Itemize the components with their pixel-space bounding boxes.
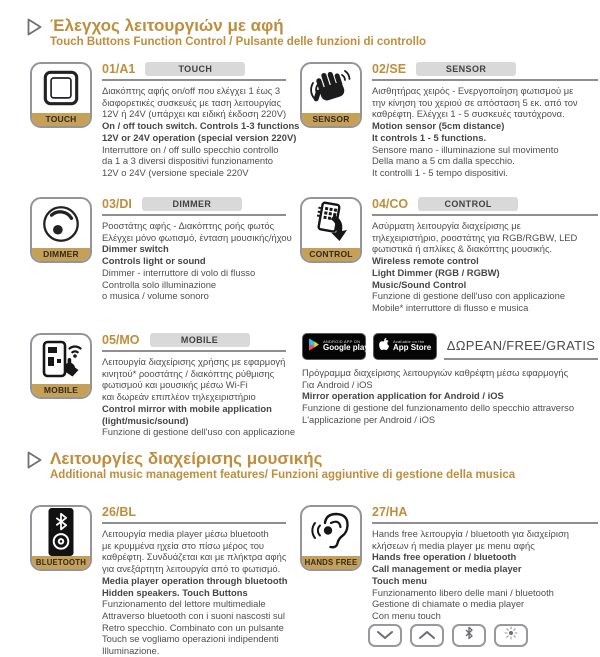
- item-code: 02/SE: [372, 62, 407, 76]
- item-tag: CONTROL: [418, 197, 518, 211]
- item-text-line: Λειτουργία διαχείρισης χρήσης με εφαρμογή: [102, 356, 286, 367]
- free-label: ΔΩΡΕΑΝ/FREE/GRATIS: [444, 333, 598, 360]
- item-text-line: για ανεξάρτητη λειτουργία από το φωτισμό.: [102, 563, 281, 575]
- item-text-line: Hands free operation / bluetooth: [372, 551, 517, 563]
- google-play-icon: [307, 337, 320, 357]
- item-text-line: (light/music/sound): [102, 414, 189, 426]
- chevron-down-icon: [376, 627, 394, 645]
- item-text-line: Con menu touch: [372, 609, 441, 621]
- item-text-line: φωτισμού και μουσικής μέσω Wi-Fi: [102, 379, 248, 391]
- item-text-line: Gestione di chiamate o media player: [372, 598, 525, 610]
- item-text-line: 12V or 24V operation (special version 220V): [102, 131, 297, 143]
- item-text-line: Mobile* interruttore di flusso e musica: [372, 301, 529, 313]
- item-text-line: It controlli 1 - 5 tempo dispositivi.: [372, 166, 508, 178]
- app-text-line: L'applicazione per Android / iOS: [302, 413, 436, 425]
- item-touch: [30, 62, 300, 179]
- item-text-line: Touch menu: [372, 574, 428, 586]
- app-store-badge[interactable]: [373, 333, 437, 360]
- item-text-line: κινητού* ροοστάτης / διακόπτης ρύθμισης: [102, 367, 275, 379]
- section1-header: [26, 16, 426, 50]
- apple-icon: [378, 337, 390, 357]
- item-text-line: Controlla solo illuminazione: [102, 278, 217, 290]
- bluetooth-badge: [30, 505, 92, 571]
- chevron-down-button: [368, 624, 402, 647]
- dimmer-knob-icon: [32, 199, 90, 248]
- app-text-line: Funzione di gestione del funzionamento dello specchio attraverso: [302, 402, 575, 414]
- chevron-up-button: [410, 624, 444, 647]
- dimmer-badge-label: DIMMER: [32, 248, 90, 261]
- triangle-bullet-icon: [26, 17, 43, 50]
- item-text-line: Ελέγχει μόνο φωτισμό, ένταση μουσικής/ήχου: [102, 231, 292, 243]
- item-text-line: κλήσεων ή media player με menu αφής: [372, 539, 535, 551]
- item-text-line: Funzionamento libero delle mani / bluetooth: [372, 586, 554, 598]
- item-text-line: Interruttore on / off sullo specchio controllo: [102, 143, 279, 155]
- sensor-badge: [300, 62, 362, 128]
- item-text-line: 12V ή 24V (υπάρχει και ειδική έκδοση 220V): [102, 108, 287, 120]
- sensor-badge-label: SENSOR: [302, 113, 360, 126]
- section2-subtitle: Additional music management features/ Funzioni aggiuntive di gestione della musica: [50, 469, 516, 481]
- section2-header: [26, 449, 515, 483]
- item-code: 27/HA: [372, 505, 408, 519]
- item-text-line: Funzione di gestione dell'uso con applicazione: [102, 426, 296, 438]
- item-text-line: Touch se vogliamo operazioni indipendenti: [102, 633, 279, 645]
- item-text-line: Hidden speakers. Touch Buttons: [102, 586, 248, 598]
- control-badge-label: CONTROL: [302, 248, 360, 261]
- item-text-line: Ασύρματη λειτουργία διαχείρισης με: [372, 220, 521, 231]
- item-text-line: 12V o 24V (versione speciale 220V: [102, 166, 249, 178]
- item-text-line: καθρέφτη. Ελέγχει 1 - 5 συσκευές ταυτόχρονα.: [372, 108, 565, 120]
- bluetooth-icon: [464, 626, 474, 645]
- control-badge: [300, 197, 362, 263]
- item-text-line: Control mirror with mobile application: [102, 402, 272, 414]
- item-text-line: da 1 a 3 diversi dispositivi funzionamento: [102, 155, 273, 167]
- item-text-line: Controls light or sound: [102, 255, 206, 267]
- item-text-line: Motion sensor (5cm distance): [372, 120, 505, 132]
- item-tag: DIMMER: [142, 197, 242, 211]
- item-text-line: Διακόπτης αφής on/off που ελέγχει 1 έως 3: [102, 85, 281, 96]
- item-text-line: Λειτουργία media player μέσω bluetooth: [102, 528, 269, 539]
- chevron-up-icon: [418, 627, 436, 645]
- item-code: 01/A1: [102, 62, 136, 76]
- item-text-line: και δωρεάν επιπλέον τηλεχειριστήριο: [102, 391, 256, 403]
- light-icon: [504, 626, 518, 645]
- item-text-line: Call management or media player: [372, 563, 522, 575]
- triangle-bullet-icon: [26, 450, 43, 483]
- item-text-line: Funzione di gestione dell'uso con applicazione: [372, 290, 566, 302]
- item-text-line: Dimmer - interruttore di volo di flusso: [102, 266, 256, 278]
- item-text-line: Αισθητήρας χειρός - Ενεργοποίηση φωτισμού με: [372, 85, 574, 96]
- item-tag: TOUCH: [145, 62, 245, 76]
- bluetooth-badge-label: BLUETOOTH: [32, 556, 90, 569]
- mobile-badge: [30, 333, 92, 399]
- item-text-line: Ροοστάτης αφής - Διακόπτης ροής φωτός: [102, 220, 275, 231]
- item-text-line: διαφορετικές συσκευές με ταση λειτουργίας: [102, 96, 281, 108]
- item-text-line: Funzionamento del lettore multimediale: [102, 598, 266, 610]
- light-button: [494, 624, 528, 647]
- item-dimmer: [30, 197, 292, 302]
- item-hands-free: [300, 505, 598, 622]
- item-text-line: Media player operation through bluetooth: [102, 574, 288, 586]
- item-text-line: καθρέφτη. Συνδυάζεται και με πλήκτρα αφής: [102, 551, 287, 563]
- item-code: 05/MO: [102, 333, 140, 347]
- item-text-line: Attraverso bluetooth con i suoni nascosti sul: [102, 609, 285, 621]
- dimmer-badge: [30, 197, 92, 263]
- item-tag: SENSOR: [416, 62, 516, 76]
- item-text-line: On / off touch switch. Controls 1-3 functions: [102, 120, 300, 132]
- item-sensor: [300, 62, 598, 179]
- item-text-line: It controls 1 - 5 functions.: [372, 131, 487, 143]
- item-text-line: με κρυμμένα ηχεία στο πίσω μέρος του: [102, 539, 265, 551]
- touch-badge-label: TOUCH: [32, 113, 90, 126]
- item-text-line: Sensore mano - illuminazione sul movimento: [372, 143, 559, 155]
- bluetooth-button: [452, 624, 486, 647]
- app-text-line: Πρόγραμμα διαχείρισης λειτουργιών καθρέφτη μέσω εφαρμογής: [302, 367, 569, 378]
- bluetooth-speaker-icon: [32, 507, 90, 556]
- mobile-badge-label: MOBILE: [32, 384, 90, 397]
- item-text-line: Retro specchio. Combinato con un pulsante: [102, 621, 284, 633]
- section1-subtitle: Touch Buttons Function Control / Pulsante delle funzioni di controllo: [50, 36, 427, 48]
- item-control: [300, 197, 598, 314]
- item-text-line: τηλεχειριστήριο, ροοστάτης για RGB/RGBW, LED: [372, 231, 578, 243]
- touch-button-icon: [32, 64, 90, 113]
- hands-free-badge-label: HANDS FREE: [302, 556, 360, 569]
- google-play-big-text: Google play: [323, 343, 369, 353]
- touch-badge: [30, 62, 92, 128]
- google-play-small-text: ANDROID APP ON: [323, 338, 361, 344]
- app-text-line: Για Android / iOS: [302, 378, 373, 390]
- section2-title: Λειτουργίες διαχείρισης μουσικής: [50, 449, 323, 468]
- item-text-line: Della mano a 5 cm dalla specchio.: [372, 155, 515, 167]
- item-tag: MOBILE: [150, 333, 250, 347]
- item-text-line: o musica / volume sonoro: [102, 290, 209, 302]
- item-mobile: [30, 333, 296, 438]
- item-code: 04/CO: [372, 197, 409, 211]
- hand-motion-icon: [302, 64, 360, 113]
- item-bluetooth: [30, 505, 286, 657]
- app-store-small-text: Available on the: [393, 338, 425, 344]
- google-play-badge[interactable]: [302, 333, 369, 360]
- item-text-line: την κίνηση του χεριού σε απόσταση 5 εκ. από τον: [372, 96, 578, 108]
- hands-free-ear-icon: [302, 507, 360, 556]
- hands-free-badge: [300, 505, 362, 571]
- touch-buttons-row: [368, 624, 528, 647]
- item-text-line: Music/Sound Control: [372, 278, 467, 290]
- item-text-line: Dimmer switch: [102, 243, 169, 255]
- item-text-line: Light Dimmer (RGB / RGBW): [372, 266, 500, 278]
- app-block: [302, 333, 598, 426]
- mobile-app-icon: [32, 335, 90, 384]
- app-text-line: Mirror operation application for Android / iOS: [302, 390, 504, 402]
- item-text-line: φωτιστικά ή απλίκες & διακόπτης μουσικής.: [372, 243, 553, 255]
- item-text-line: Illuminazione.: [102, 645, 160, 657]
- item-code: 03/DI: [102, 197, 132, 211]
- remote-control-icon: [302, 199, 360, 248]
- item-code: 26/BL: [102, 505, 137, 519]
- item-text-line: Hands free λειτουργία / bluetooth για διαχείριση: [372, 528, 569, 539]
- section1-title: Έλεγχος λειτουργιών με αφή: [50, 16, 284, 35]
- item-text-line: Wireless remote control: [372, 255, 479, 267]
- app-store-big-text: App Store: [393, 343, 432, 353]
